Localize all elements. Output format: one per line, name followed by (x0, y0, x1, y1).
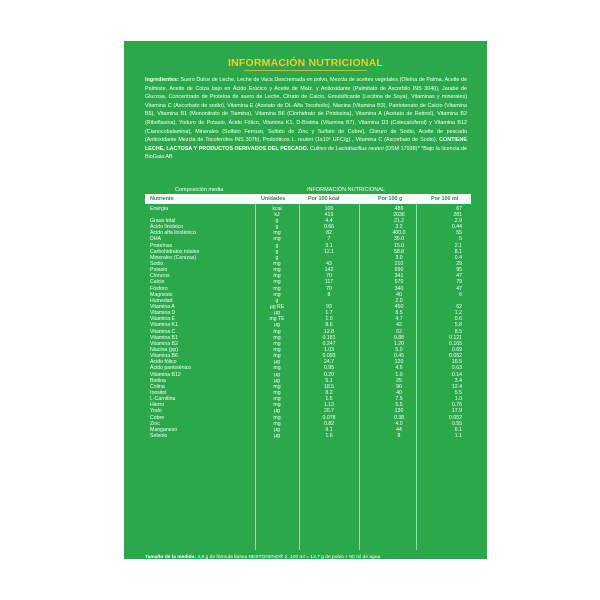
per-100-kcal-cell: 0.247 (322, 340, 336, 347)
per-100-g-cell: 8.5 (395, 310, 403, 317)
nutrient-name: Vitamina B12 (150, 371, 181, 378)
per-100-g-cell: 450 (394, 303, 404, 310)
unit-cell: μg (274, 310, 280, 317)
nutrient-name: Colina (150, 383, 165, 390)
per-100-kcal-cell: 70 (326, 285, 332, 292)
unit-cell: μg (274, 359, 280, 366)
composition-label: Composición media (175, 187, 224, 193)
per-100-ml-cell: 0.6 (454, 316, 462, 323)
unit-cell: mg (273, 414, 281, 421)
per-100-g-cell: 21.2 (393, 218, 405, 224)
per-100-g-cell: 570 (394, 279, 404, 286)
unit-cell: mg (273, 346, 281, 353)
nutrient-name: Inositol (150, 389, 167, 396)
header-por-100-g: Por 100 g (378, 195, 403, 202)
unit-cell: mg (273, 260, 281, 267)
nutrition-panel (124, 41, 487, 559)
per-100-g-cell: 0.88 (393, 334, 405, 341)
per-100-kcal-cell: 5.1 (325, 377, 333, 384)
per-100-ml-cell: 2.1 (454, 242, 462, 249)
per-100-kcal-cell: 93 (326, 303, 332, 310)
nutrient-name: Ácido pantoténico (150, 365, 192, 372)
per-100-ml-cell: 12.4 (451, 383, 462, 390)
per-100-g-cell: 340 (394, 285, 404, 292)
per-100-ml-cell: 3.4 (454, 377, 462, 384)
per-100-kcal-cell: 1.03 (323, 346, 335, 353)
per-100-kcal-cell: 12.1 (323, 248, 335, 255)
unit-cell: μg (274, 377, 280, 384)
per-100-g-cell: 62 (396, 328, 402, 335)
per-100-ml-cell: 8.5 (454, 328, 462, 335)
unit-cell: mg (273, 328, 281, 335)
per-100-ml-cell: 67 281 (453, 206, 462, 219)
nutrient-name: Selenio (150, 432, 168, 439)
unit-cell: μg (274, 408, 280, 415)
nutrient-name: L-Carnitina (150, 396, 176, 403)
ingredients-label: Ingredientes: (145, 77, 179, 83)
culture-suffix: (DSM 17938)* *Bajo la licencia de BioGaia AB (145, 145, 467, 161)
per-100-g-cell: 8 (397, 432, 401, 439)
nutrient-name: Grasa total (150, 218, 176, 224)
per-100-g-cell: 90 (396, 383, 402, 390)
nutrient-name: Magnesio (150, 291, 173, 298)
unit-cell: mg (273, 396, 281, 403)
title-underline (244, 70, 367, 71)
per-100-ml-cell: 0.69 (451, 346, 462, 353)
unit-cell: mg (273, 420, 281, 427)
per-100-kcal-cell: 100 419 (324, 206, 334, 219)
panel-title: INFORMACIÓN NUTRICIONAL (227, 57, 384, 69)
unit-cell: mg (273, 389, 281, 396)
per-100-ml-cell: 1.1 (454, 432, 462, 439)
per-100-ml-cell: 0.052 (449, 414, 462, 421)
culture-species: Lactobacillus reuteri (335, 145, 384, 152)
nutrient-name: Energía (150, 206, 169, 212)
per-100-kcal-cell: 1.5 (325, 396, 333, 403)
nutrient-name: Potasio (150, 267, 168, 274)
per-100-ml-cell: 47 (456, 285, 462, 292)
per-100-ml-cell: 95 (456, 267, 462, 274)
nutrient-name: Manganeso (150, 426, 178, 433)
serving-label: Tamaño de la medida: (145, 555, 196, 560)
nutrient-name: Vitamina K1 (150, 322, 178, 329)
per-100-g-cell: 341 (394, 273, 404, 280)
nutrient-name: Ácido fólico (150, 359, 177, 366)
per-100-ml-cell: 6.1 (454, 426, 462, 433)
per-100-g-cell: 4.6 (395, 365, 403, 372)
unit-cell: mg (273, 383, 281, 390)
per-100-g-cell: 2.0 (395, 297, 403, 304)
nutrient-name: Biotina (150, 377, 166, 384)
per-100-ml-cell: 17.9 (451, 408, 462, 415)
per-100-kcal-cell: 24.7 (323, 359, 335, 366)
per-100-ml-cell: 5.5 (454, 389, 462, 396)
nutrient-name: Fósforo (150, 285, 168, 292)
serving-footnote (145, 555, 380, 560)
unit-cell: mg (273, 365, 281, 372)
per-100-g-cell: 0.38 (393, 414, 405, 421)
per-100-kcal-cell: 18.5 (323, 383, 335, 390)
unit-cell: g (275, 248, 279, 255)
per-100-ml-cell: 29 (456, 260, 462, 267)
per-100-g-cell: 0.45 (393, 353, 405, 360)
unit-cell: mg (273, 291, 281, 298)
per-100-g-cell: 4.0 (395, 420, 403, 427)
unit-cell: g (275, 218, 279, 224)
per-100-ml-cell: 62 (456, 303, 462, 310)
nutrient-name: Vitamina B1 (150, 334, 178, 341)
unit-cell: g (275, 242, 279, 249)
per-100-ml-cell: 5 (459, 236, 462, 243)
per-100-g-cell: 4.7 (395, 316, 403, 323)
nutrient-name: Vitamina B6 (150, 353, 178, 360)
unit-cell: mg TE (269, 316, 285, 323)
nutrient-name: Ácido alfa linolénico (150, 230, 196, 237)
per-100-g-cell: 40 (396, 389, 402, 396)
unit-cell: μg (274, 432, 280, 439)
per-100-kcal-cell: 12.8 (323, 328, 335, 335)
nutrient-name: Carbohidratos totales (150, 248, 200, 255)
per-100-kcal-cell: 43 (326, 260, 332, 267)
nutrient-name: Yodo (150, 408, 162, 415)
per-100-kcal-cell: 1.13 (323, 402, 335, 409)
per-100-ml-cell: 0.63 (451, 365, 462, 372)
nutrient-name: Humedad (150, 297, 173, 304)
nutrient-name: Vitamina D (150, 310, 176, 317)
unit-cell: mg (273, 267, 281, 274)
per-100-g-cell: 690 (394, 267, 404, 274)
per-100-ml-cell: 55 (456, 230, 462, 237)
per-100-kcal-cell: 7 (327, 236, 331, 243)
per-100-g-cell: 40 (396, 291, 402, 298)
per-100-ml-cell: 0.44 (451, 224, 462, 231)
per-100-g-cell: 3.2 (395, 224, 403, 231)
per-100-kcal-cell: 0.20 (323, 371, 335, 378)
per-100-g-cell: 210 (394, 260, 404, 267)
per-100-g-cell: 5.5 (395, 402, 403, 409)
per-100-g-cell: 35.0 (393, 236, 405, 243)
ingredients-list: Suero Dulce de Leche, Leche de Vaca Descremada en polvo, Mezcla de aceites vegetales (Oleína de Palma, Aceite de Palmiste, Aceite de Colza bajo en Ácido Erúcico y Aceite de Maíz, y Antioxidante (Palmitato de Ascorbilo INS 304i)), Jarabe de Glucosa, Concentrado de Proteína de suero de Leche, Citrato de Calcio, Emulsificante (Lecitina de Soya), Vitaminas y minerales) Vitamina C (Ascorbato de sodio), Vitamina E (Acetato de DL-Alfa Tocoferilo), Niacina (Vitamina B3), Pantotenato de Calcio (Vitamina B5), Vitamina B1 (Mononitrato de Tiamina), Vitamina B6 (Clorhidrato de Piridoxina), Vitamina A (Acetato de Retinol), Vitamina B2 (Riboflavina), Yoduro de Potasio, Ácido Fólico, Vitamina K1, D-Biotina (Vitamina B7), Vitamina D3 (Colecalciferol) y Vitamina B12 (Cianocobalamina), Minerales (Sulfato Ferroso, Sulfato de Zinc y Sulfato de Cobre), Cloruro de Sodio, Aceite de pescado (Antioxidante Mezcla de Tocoferoles INS 307b), Probióticos L. reuteri (1x10⁶ UFC/g) , Vitamina C (Ascorbato de Sodio). (145, 77, 467, 144)
per-100-kcal-cell: 1.0 (325, 316, 333, 323)
header-nutriente: Nutriente (150, 195, 174, 202)
ingredients-text (145, 76, 467, 162)
per-100-ml-cell: 47 (456, 273, 462, 280)
unit-cell: mg (273, 273, 281, 280)
per-100-g-cell: 42 (396, 322, 402, 329)
nutrient-name: Minerales (Cenizas) (150, 254, 197, 261)
per-100-ml-cell: 0.4 (454, 254, 462, 261)
table-row (145, 206, 471, 218)
per-100-kcal-cell: 70 (326, 273, 332, 280)
table-row (145, 433, 471, 439)
nutrient-name: Vitamina E (150, 316, 175, 323)
per-100-ml-cell: 79 (456, 279, 462, 286)
nutrient-name: Cobre (150, 414, 165, 421)
per-100-ml-cell: 0.76 (451, 402, 462, 409)
per-100-kcal-cell: 4.4 (325, 218, 333, 224)
header-por-100-ml: Por 100 ml (431, 195, 459, 202)
unit-cell: mg (273, 340, 281, 347)
per-100-kcal-cell: 0.66 (323, 224, 335, 231)
unit-cell: mg (273, 236, 281, 243)
unit-cell: g (275, 297, 279, 304)
nutrient-name: Niacina (pp) (150, 346, 178, 353)
unit-cell: mg (273, 230, 281, 237)
unit-cell: mg (273, 279, 281, 286)
header-unidades: Unidades (261, 195, 286, 202)
per-100-kcal-cell: 82 (326, 230, 332, 237)
per-100-kcal-cell: 26.7 (323, 408, 335, 415)
nutrient-name: Vitamina B2 (150, 340, 178, 347)
per-100-g-cell: 3.0 (395, 254, 403, 261)
unit-cell: mg (273, 353, 281, 360)
per-100-kcal-cell: 117 (324, 279, 334, 286)
nutrition-table-body (145, 206, 471, 439)
unit-cell: mg (273, 285, 281, 292)
allergen-warning: CONTIENE LECHE, LACTOSA Y PRODUCTOS DERIVADOS DEL PESCADO. (145, 137, 467, 152)
per-100-ml-cell: 8.1 (454, 248, 462, 255)
per-100-kcal-cell: 1.7 (325, 310, 333, 317)
per-100-g-cell: 486 2036 (393, 206, 405, 219)
header-por-100-kcal: Por 100 kcal (308, 195, 340, 202)
table-header (145, 194, 471, 204)
per-100-ml-cell: 2.9 (454, 218, 462, 224)
unit-cell: g (275, 254, 279, 261)
per-100-kcal-cell: 8.6 (325, 322, 333, 329)
per-100-ml-cell: 0.55 (451, 420, 462, 427)
per-100-g-cell: 130 (394, 408, 404, 415)
per-100-kcal-cell: 9.1 (325, 426, 333, 433)
per-100-kcal-cell: 0.093 (322, 353, 336, 360)
per-100-kcal-cell: 0.95 (323, 365, 335, 372)
per-100-ml-cell: 1.0 (454, 396, 462, 403)
nutrient-name: Vitamina C (150, 328, 176, 335)
per-100-g-cell: 25 (396, 377, 402, 384)
per-100-g-cell: 120 (394, 359, 404, 366)
per-100-g-cell: 1.0 (395, 371, 403, 378)
per-100-g-cell: 44 (396, 426, 402, 433)
per-100-kcal-cell: 8.2 (325, 389, 333, 396)
per-100-kcal-cell: 0.078 (322, 414, 336, 421)
per-100-kcal-cell: 0.181 (322, 334, 336, 341)
per-100-ml-cell: 1.2 (454, 310, 462, 317)
nutrient-name: Sodio (150, 260, 164, 267)
nutrient-name: Vitamina A (150, 303, 175, 310)
per-100-g-cell: 400.0 (392, 230, 406, 237)
culture-prefix: Cultivo de (308, 145, 336, 152)
nutrient-name: Ácido linoleico (150, 224, 184, 231)
per-100-kcal-cell: 1.6 (325, 432, 333, 439)
unit-cell: mg (273, 402, 281, 409)
nutrient-name: DHA (150, 236, 161, 243)
serving-text: 4,6 g de fórmula láctea NESTOGENO® 2. 100 ml = 13,7 g de polvo + 90 ml de agua (196, 555, 381, 560)
nutrient-name: Proteínas (150, 242, 173, 249)
unit-cell: mg (273, 334, 281, 341)
unit-cell: μg (274, 322, 280, 329)
per-100-kcal-cell: 8 (327, 291, 331, 298)
per-100-kcal-cell: 0.82 (323, 420, 335, 427)
per-100-ml-cell: 0.121 (449, 334, 462, 341)
per-100-ml-cell: 5.8 (454, 322, 462, 329)
per-100-g-cell: 1.20 (393, 340, 405, 347)
per-100-g-cell: 7.5 (395, 396, 403, 403)
per-100-kcal-cell: 142 (324, 267, 334, 274)
unit-cell: g (275, 224, 279, 231)
unit-cell: μg RE (269, 303, 285, 310)
per-100-ml-cell: 16.5 (451, 359, 462, 366)
nutrient-name: Zinc (150, 420, 160, 427)
per-100-ml-cell: 6 (459, 291, 462, 298)
per-100-ml-cell: 0.14 (451, 371, 462, 378)
nutrient-name: Calcio (150, 279, 165, 286)
per-100-ml-cell: 0.062 (449, 353, 462, 360)
per-100-ml-cell: 0.165 (449, 340, 462, 347)
nutrient-name: Cloruros (150, 273, 170, 280)
per-100-g-cell: 58.8 (393, 248, 405, 255)
per-100-g-cell: 15.0 (393, 242, 405, 249)
info-label: INFORMACIÓN NUTRICIONAL (307, 187, 385, 193)
per-100-g-cell: 5.0 (395, 346, 403, 353)
unit-cell: μg (274, 371, 280, 378)
per-100-kcal-cell: 3.1 (325, 242, 333, 249)
unit-cell: kcal kJ (272, 206, 282, 219)
unit-cell: μg (274, 426, 280, 433)
nutrient-name: Hierro (150, 402, 165, 409)
